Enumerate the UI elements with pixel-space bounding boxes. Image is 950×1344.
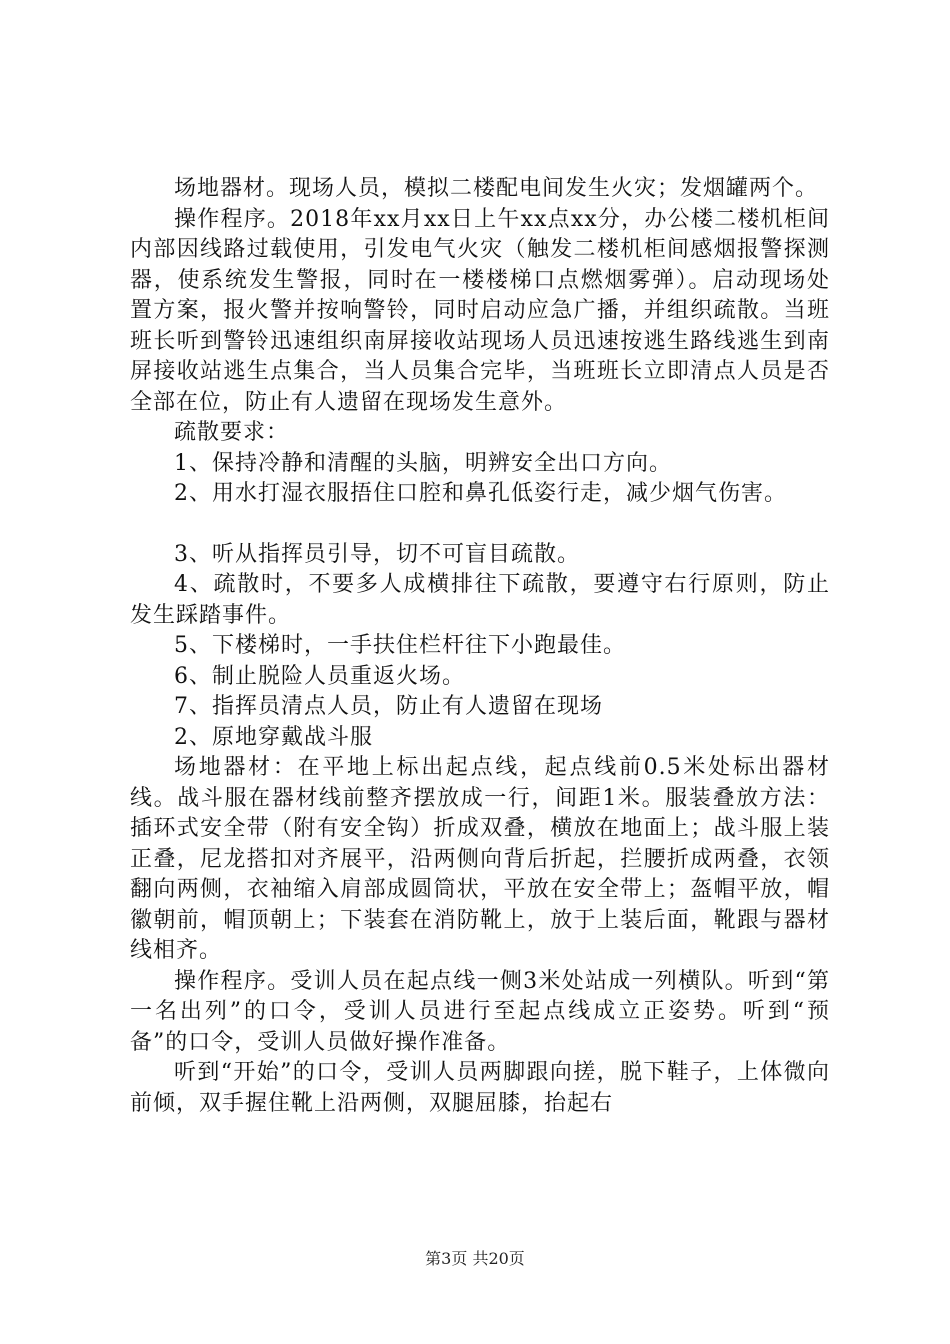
paragraph-drill-procedure: 操作程序。受训人员在起点线一侧3米处站成一列横队。听到“第一名出列”的口令，受训人员进行至起点线成立正姿势。听到“预备”的口令，受训人员做好操作准备。 bbox=[130, 968, 830, 1055]
paragraph-drill-venue-equipment: 场地器材：在平地上标出起点线，起点线前0.5米处标出器材线。战斗服在器材线前整齐摆放成一行，间距1米。服装叠放方法：插环式安全带（附有安全钩）折成双叠，横放在地面上；战斗服上装正叠，尼龙搭扣对齐展平，沿两侧向背后折起，拦腰折成两叠，衣领翻向两侧，衣袖缩入肩部成圆筒状，平放在安全带上；盔帽平放，帽徽朝前，帽顶朝上；下装套在消防靴上，放于上装后面，靴跟与器材线相齐。 bbox=[130, 755, 830, 963]
paragraph-evacuation-item-7: 7、指挥员清点人员，防止有人遗留在现场 bbox=[174, 694, 603, 719]
paragraph-drill-start: 听到“开始”的口令，受训人员两脚跟向搓，脱下鞋子，上体微向前倾，双手握住靴上沿两侧，双腿屈膝，抬起右 bbox=[130, 1060, 830, 1116]
paragraph-evacuation-item-3: 3、听从指挥员引导，切不可盲目疏散。 bbox=[174, 541, 580, 567]
document-body bbox=[130, 174, 830, 1119]
paragraph-evacuation-item-5: 5、下楼梯时，一手扶住栏杆往下小跑最佳。 bbox=[174, 633, 626, 658]
paragraph-venue-equipment: 场地器材。现场人员，模拟二楼配电间发生火灾；发烟罐两个。 bbox=[174, 176, 819, 201]
paragraph-operation-procedure: 操作程序。2018年xx月xx日上午xx点xx分，办公楼二楼机柜间内部因线路过载使用，引发电气火灾（触发二楼机柜间感烟报警探测器，使系统发生警报，同时在一楼楼梯口点燃烟雾弹）。启动现场处置方案，报火警并按响警铃，同时启动应急广播，并组织疏散。当班班长听到警铃迅速组织南屏接收站现场人员迅速按逃生路线逃生到南屏接收站逃生点集合，当人员集合完毕，当班班长立即清点人员是否全部在位，防止有人遗留在现场发生意外。 bbox=[130, 206, 830, 415]
paragraph-evacuation-item-2: 2、用水打湿衣服捂住口腔和鼻孔低姿行走，减少烟气伤害。 bbox=[174, 481, 787, 506]
paragraph-evacuation-item-4: 4、疏散时，不要多人成横排往下疏散，要遵守右行原则，防止发生踩踏事件。 bbox=[130, 572, 830, 628]
paragraph-evacuation-item-1: 1、保持冷静和清醒的头脑，明辨安全出口方向。 bbox=[174, 450, 672, 476]
section-heading-uniform-drill: 2、原地穿戴战斗服 bbox=[174, 724, 373, 750]
paragraph-evacuation-item-6: 6、制止脱险人员重返火场。 bbox=[174, 663, 465, 689]
page-footer: 第3页 共20页 bbox=[425, 1249, 525, 1268]
paragraph-evacuation-heading: 疏散要求： bbox=[174, 420, 290, 445]
